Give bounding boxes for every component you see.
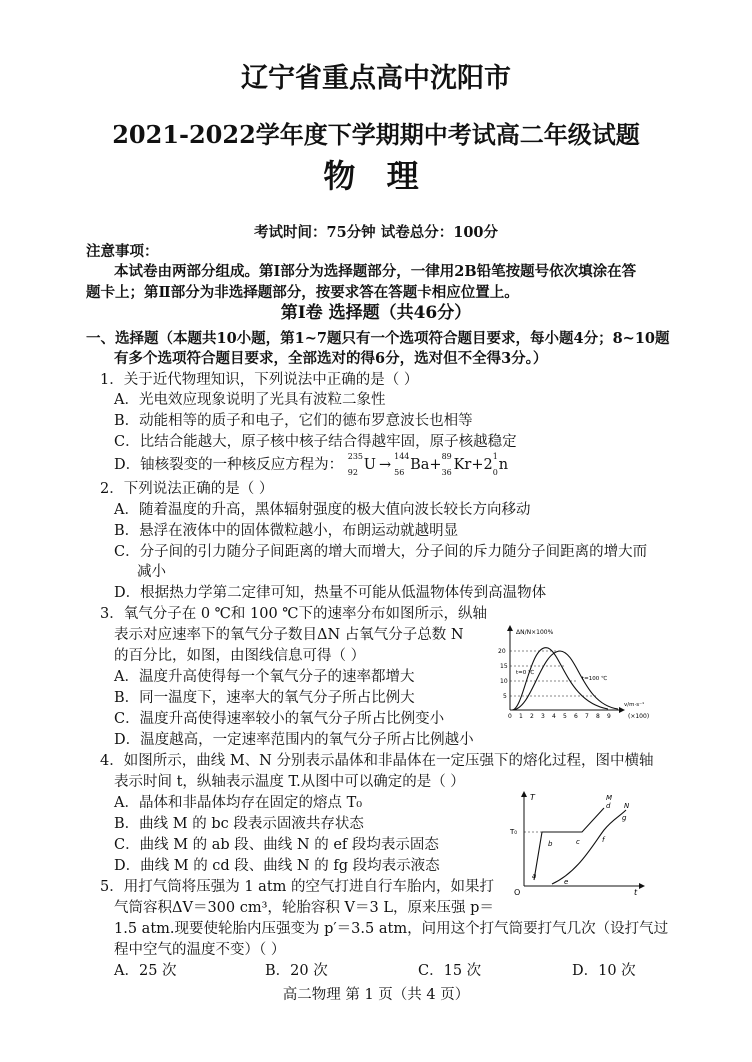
fig3-ytick-5: 5 [503, 693, 507, 700]
fission-equation [343, 452, 509, 478]
fig3-ytick-20: 20 [498, 648, 506, 655]
q5-option-c: C．15 次 [418, 963, 482, 979]
fig3-xtick-2: 2 [530, 713, 534, 720]
fig4-origin: O [514, 888, 521, 897]
kr-nuclide [441, 452, 454, 478]
kr-z: 36 [441, 468, 452, 478]
ba-symbol: Ba+ [410, 457, 442, 473]
q1-option-b: B．动能相等的质子和电子，它们的德布罗意波长也相等 [114, 413, 473, 429]
kr-symbol: Kr+2 [453, 457, 493, 473]
q3-option-c: C．温度升高使得速率较小的氧气分子所占比例变小 [114, 711, 445, 727]
fig4-label-n: N [624, 802, 630, 810]
kr-mass: 89 [441, 452, 452, 461]
fig3-x-unit: (×100) [628, 713, 650, 720]
n-symbol: n [498, 457, 509, 473]
fig3-xtick-4: 4 [552, 713, 556, 720]
fig3-label-0c: t=0 ℃ [516, 670, 535, 676]
fig4-point-a: a [532, 872, 537, 880]
fig3-xtick-3: 3 [541, 713, 545, 720]
q1-option-c: C．比结合能越大，原子核中核子结合得越牢固，原子核越稳定 [114, 434, 517, 450]
q2-option-b: B．悬浮在液体中的固体微粒越小，布朗运动就越明显 [114, 523, 459, 539]
ba-mass: 144 [394, 452, 410, 461]
exam-title: 2021-2022学年度下学期期中考试高二年级试题 [112, 120, 640, 149]
q4-line-2: 表示时间 t，纵轴表示温度 T.从图中可以确定的是（ ） [114, 774, 465, 790]
notice-line-2: 题卡上；第Ⅱ部分为非选择题部分，按要求答在答题卡相应位置上。 [86, 284, 519, 301]
fig4-point-g: g [622, 814, 627, 822]
school-title: 辽宁省重点高中沈阳市 [241, 63, 511, 94]
q5-option-a: A．25 次 [114, 963, 177, 979]
q2-option-d: D．根据热力学第二定律可知，热量不可能从低温物体传到高温物体 [114, 585, 547, 601]
fig3-xtick-8: 8 [596, 713, 600, 720]
fig3-xlabel: v/m·s⁻¹ [624, 702, 645, 708]
fig3-ytick-10: 10 [500, 678, 508, 685]
q4-option-d: D．曲线 M 的 cd 段、曲线 N 的 fg 段均表示液态 [114, 858, 440, 874]
q1-option-d-prefix: D．铀核裂变的一种核反应方程为： [114, 457, 344, 473]
part1-title: 第Ⅰ卷 选择题（共46分） [280, 303, 472, 323]
notice-title: 注意事项： [86, 243, 159, 260]
q5-line-2: 气筒容积ΔV＝300 cm³，轮胎容积 V＝3 L，原来压强 p＝ [114, 900, 494, 916]
fig3-xtick-7: 7 [585, 713, 589, 720]
fig3-xtick-5: 5 [563, 713, 567, 720]
ba-z: 56 [394, 468, 405, 478]
fig4-label-m: M [606, 794, 613, 802]
subject-title: 物 理 [323, 157, 429, 195]
fig4-y-label: T [530, 793, 535, 802]
time-info: 考试时间：75分钟 试卷总分：100分 [254, 224, 498, 241]
q5-option-b: B．20 次 [265, 963, 328, 979]
q2-option-c-line2: 减小 [137, 564, 166, 580]
fig4-x-label: t [634, 888, 638, 897]
n-z: 0 [492, 468, 498, 478]
fig4-point-b: b [548, 840, 553, 848]
n-mass: 1 [492, 452, 498, 461]
q3-option-d: D．温度越高，一定速率范围内的氧气分子所占比例越小 [114, 732, 474, 748]
fig4-point-d: d [606, 802, 611, 810]
fig3-xtick-1: 1 [519, 713, 523, 720]
fig4-point-f: f [602, 836, 605, 844]
fig4-point-e: e [564, 878, 569, 886]
q4-line-1: 4．如图所示，曲线 M、N 分别表示晶体和非晶体在一定压强下的熔化过程，图中横轴 [100, 753, 654, 769]
q1-option-d [114, 452, 509, 478]
fig3-ylabel: ΔN/N×100% [516, 629, 554, 636]
q3-line-1: 3．氧气分子在 0 ℃和 100 ℃下的速率分布如图所示，纵轴 [100, 606, 488, 622]
q1-stem: 1．关于近代物理知识，下列说法中正确的是（ ） [100, 372, 419, 388]
fig3-label-100c: t=100 ℃ [582, 676, 608, 682]
melting-curve-figure [508, 786, 654, 898]
ba-nuclide [394, 452, 410, 478]
page-footer: 高二物理 第 1 页（共 4 页） [282, 987, 470, 1003]
notice-line-1: 本试卷由两部分组成。第Ⅰ部分为选择题部分，一律用2B铅笔按题号依次填涂在答 [114, 263, 637, 280]
q5-line-4: 程中空气的温度不变）（ ） [114, 942, 286, 958]
fig3-ytick-15: 15 [500, 663, 508, 670]
fig4-t0-label: T₀ [510, 828, 518, 836]
fig3-xtick-0: 0 [508, 713, 512, 720]
u-nuclide [347, 452, 364, 478]
q3-line-2: 表示对应速率下的氧气分子数目ΔN 占氧气分子总数 N [114, 627, 464, 643]
section1-line-1: 一、选择题（本题共10小题，第1~7题只有一个选项符合题目要求，每小题4分；8~10题 [86, 330, 670, 347]
q5-line-3: 1.5 atm.现要使轮胎内压强变为 p′＝3.5 atm，问用这个打气筒要打气几次（设打气过 [114, 921, 669, 937]
fig4-point-c: c [576, 838, 580, 846]
q4-option-b: B．曲线 M 的 bc 段表示固液共存状态 [114, 816, 364, 832]
q3-option-b: B．同一温度下，速率大的氧气分子所占比例大 [114, 690, 415, 706]
q3-line-3: 的百分比，如图，由图线信息可得（ ） [114, 648, 366, 664]
q2-option-c-line1: C．分子间的引力随分子间距离的增大而增大，分子间的斥力随分子间距离的增大而 [114, 544, 648, 560]
n-nuclide [492, 452, 499, 478]
fig4-curve-n [552, 810, 626, 884]
fig3-xtick-6: 6 [574, 713, 578, 720]
q2-stem: 2．下列说法正确的是（ ） [100, 481, 274, 497]
section1-line-2: 有多个选项符合题目要求，全部选对的得6分，选对但不全得3分。） [114, 350, 548, 367]
q4-option-c: C．曲线 M 的 ab 段、曲线 N 的 ef 段均表示固态 [114, 837, 439, 853]
reaction-arrow: → [378, 457, 392, 473]
q2-option-a: A．随着温度的升高，黑体辐射强度的极大值向波长较长方向移动 [114, 502, 531, 518]
q4-option-a: A．晶体和非晶体均存在固定的熔点 T₀ [114, 795, 363, 811]
fig3-xticks [508, 713, 611, 720]
u-mass: 235 [347, 452, 364, 461]
fig3-xtick-9: 9 [607, 713, 611, 720]
q3-option-a: A．温度升高使得每一个氧气分子的速率都增大 [114, 669, 415, 685]
speed-distribution-figure [498, 622, 658, 724]
q5-option-d: D．10 次 [572, 963, 636, 979]
u-z: 92 [347, 468, 358, 478]
q5-line-1: 5．用打气筒将压强为 1 atm 的空气打进自行车胎内，如果打 [100, 879, 494, 895]
q1-option-a: A．光电效应现象说明了光具有波粒二象性 [114, 392, 386, 408]
u-symbol: U [363, 457, 376, 473]
